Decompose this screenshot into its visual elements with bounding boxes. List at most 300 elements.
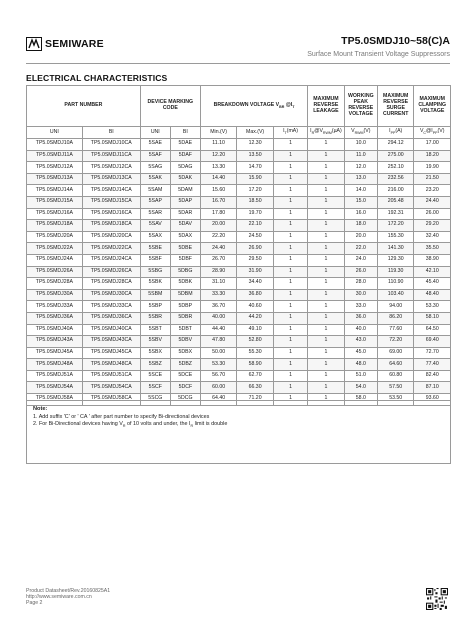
- cell-surge-current: 205.48: [377, 196, 413, 208]
- cell-part-uni: TP5.0SMDJ13A: [27, 173, 83, 185]
- table-row: [27, 324, 451, 336]
- cell-test-current: 1: [273, 162, 307, 174]
- table-row: [27, 231, 451, 243]
- cell-marking-uni: 5SCF: [140, 382, 170, 394]
- cell-marking-bi: 5DBK: [170, 278, 200, 290]
- header-device-marking: DEVICE MARKING CODE: [140, 86, 200, 127]
- cell-breakdown-min: 15.60: [200, 185, 236, 197]
- cell-leakage-current: 1: [308, 394, 344, 406]
- cell-leakage-current: 1: [308, 162, 344, 174]
- cell-breakdown-min: 14.40: [200, 173, 236, 185]
- cell-clamping-voltage: 87.10: [414, 382, 451, 394]
- cell-working-voltage: 15.0: [344, 196, 377, 208]
- page-header: [26, 36, 450, 66]
- cell-leakage-current: 1: [308, 312, 344, 324]
- cell-breakdown-min: 36.70: [200, 301, 236, 313]
- cell-marking-uni: 5SBM: [140, 289, 170, 301]
- cell-breakdown-min: 28.90: [200, 266, 236, 278]
- cell-surge-current: 53.50: [377, 394, 413, 406]
- cell-breakdown-min: 50.00: [200, 347, 236, 359]
- cell-marking-uni: 5SAV: [140, 220, 170, 232]
- cell-surge-current: 86.20: [377, 312, 413, 324]
- cell-test-current: 1: [273, 139, 307, 151]
- cell-part-uni: TP5.0SMDJ14A: [27, 185, 83, 197]
- cell-test-current: 1: [273, 254, 307, 266]
- cell-marking-uni: 5SAK: [140, 173, 170, 185]
- cell-marking-bi: 5DAK: [170, 173, 200, 185]
- cell-part-bi: TP5.0SMDJ40CA: [82, 324, 140, 336]
- cell-breakdown-max: 49.10: [237, 324, 273, 336]
- cell-part-uni: TP5.0SMDJ43A: [27, 336, 83, 348]
- cell-breakdown-min: 26.70: [200, 254, 236, 266]
- cell-leakage-current: 1: [308, 278, 344, 290]
- cell-surge-current: 129.30: [377, 254, 413, 266]
- cell-breakdown-min: 33.30: [200, 289, 236, 301]
- cell-breakdown-max: 29.50: [237, 254, 273, 266]
- cell-marking-uni: 5SAG: [140, 162, 170, 174]
- cell-breakdown-max: 62.70: [237, 370, 273, 382]
- brand-logo: [26, 36, 104, 52]
- cell-breakdown-max: 40.60: [237, 301, 273, 313]
- cell-marking-bi: 5DCG: [170, 394, 200, 406]
- cell-clamping-voltage: 24.40: [414, 196, 451, 208]
- cell-surge-current: 77.60: [377, 324, 413, 336]
- cell-marking-uni: 5SAF: [140, 150, 170, 162]
- qr-code-icon: [426, 588, 448, 610]
- cell-part-bi: TP5.0SMDJ26CA: [82, 266, 140, 278]
- cell-marking-uni: 5SBX: [140, 347, 170, 359]
- cell-test-current: 1: [273, 370, 307, 382]
- cell-test-current: 1: [273, 173, 307, 185]
- cell-breakdown-min: 16.70: [200, 196, 236, 208]
- cell-working-voltage: 26.0: [344, 266, 377, 278]
- cell-breakdown-max: 31.90: [237, 266, 273, 278]
- cell-clamping-voltage: 53.30: [414, 301, 451, 313]
- subheader-min-voltage: Min.(V): [200, 127, 236, 139]
- electrical-characteristics-table: [26, 85, 451, 406]
- cell-part-bi: TP5.0SMDJ43CA: [82, 336, 140, 348]
- cell-test-current: 1: [273, 289, 307, 301]
- cell-part-bi: TP5.0SMDJ11CA: [82, 150, 140, 162]
- cell-clamping-voltage: 72.70: [414, 347, 451, 359]
- cell-clamping-voltage: 77.40: [414, 359, 451, 371]
- cell-breakdown-min: 31.10: [200, 278, 236, 290]
- cell-breakdown-max: 26.90: [237, 243, 273, 255]
- table-row: [27, 139, 451, 151]
- cell-leakage-current: 1: [308, 243, 344, 255]
- cell-working-voltage: 11.0: [344, 150, 377, 162]
- cell-part-bi: TP5.0SMDJ18CA: [82, 220, 140, 232]
- header-max-reverse-surge-current: MAXIMUM REVERSE SURGE CURRENT: [377, 86, 413, 127]
- table-row: [27, 220, 451, 232]
- cell-marking-bi: 5DBP: [170, 301, 200, 313]
- cell-part-bi: TP5.0SMDJ14CA: [82, 185, 140, 197]
- cell-breakdown-min: 64.40: [200, 394, 236, 406]
- cell-part-uni: TP5.0SMDJ18A: [27, 220, 83, 232]
- cell-part-bi: TP5.0SMDJ45CA: [82, 347, 140, 359]
- table-row: [27, 336, 451, 348]
- cell-part-bi: TP5.0SMDJ28CA: [82, 278, 140, 290]
- cell-surge-current: 155.30: [377, 231, 413, 243]
- subheader-marking-bi: BI: [170, 127, 200, 139]
- cell-marking-uni: 5SBE: [140, 243, 170, 255]
- cell-clamping-voltage: 29.20: [414, 220, 451, 232]
- cell-leakage-current: 1: [308, 347, 344, 359]
- table-row: [27, 254, 451, 266]
- cell-breakdown-max: 22.10: [237, 220, 273, 232]
- cell-marking-bi: 5DAE: [170, 139, 200, 151]
- cell-clamping-voltage: 17.00: [414, 139, 451, 151]
- cell-clamping-voltage: 26.00: [414, 208, 451, 220]
- cell-clamping-voltage: 64.50: [414, 324, 451, 336]
- cell-working-voltage: 22.0: [344, 243, 377, 255]
- cell-breakdown-max: 44.20: [237, 312, 273, 324]
- section-title: ELECTRICAL CHARACTERISTICS: [26, 73, 168, 83]
- cell-working-voltage: 14.0: [344, 185, 377, 197]
- cell-working-voltage: 20.0: [344, 231, 377, 243]
- cell-breakdown-min: 44.40: [200, 324, 236, 336]
- table-row: [27, 289, 451, 301]
- cell-working-voltage: 58.0: [344, 394, 377, 406]
- cell-clamping-voltage: 35.50: [414, 243, 451, 255]
- cell-part-uni: TP5.0SMDJ54A: [27, 382, 83, 394]
- cell-working-voltage: 10.0: [344, 139, 377, 151]
- cell-breakdown-min: 47.80: [200, 336, 236, 348]
- subheader-working-voltage: $V_{RWM}(V)$: [344, 127, 377, 139]
- cell-surge-current: 60.80: [377, 370, 413, 382]
- cell-leakage-current: 1: [308, 370, 344, 382]
- cell-marking-uni: 5SBF: [140, 254, 170, 266]
- cell-leakage-current: 1: [308, 208, 344, 220]
- cell-marking-bi: 5DAP: [170, 196, 200, 208]
- cell-marking-bi: 5DAX: [170, 231, 200, 243]
- cell-breakdown-max: 71.20: [237, 394, 273, 406]
- cell-part-bi: TP5.0SMDJ54CA: [82, 382, 140, 394]
- table-row: [27, 301, 451, 313]
- cell-surge-current: 57.50: [377, 382, 413, 394]
- table-row: [27, 243, 451, 255]
- cell-leakage-current: 1: [308, 336, 344, 348]
- cell-surge-current: 252.10: [377, 162, 413, 174]
- cell-leakage-current: 1: [308, 139, 344, 151]
- table-row: [27, 312, 451, 324]
- cell-part-uni: TP5.0SMDJ51A: [27, 370, 83, 382]
- cell-leakage-current: 1: [308, 173, 344, 185]
- cell-part-uni: TP5.0SMDJ12A: [27, 162, 83, 174]
- cell-clamping-voltage: 21.50: [414, 173, 451, 185]
- cell-working-voltage: 12.0: [344, 162, 377, 174]
- header-divider: [26, 63, 450, 64]
- cell-part-bi: TP5.0SMDJ51CA: [82, 370, 140, 382]
- cell-surge-current: 119.30: [377, 266, 413, 278]
- cell-breakdown-min: 17.80: [200, 208, 236, 220]
- cell-leakage-current: 1: [308, 185, 344, 197]
- cell-marking-uni: 5SBT: [140, 324, 170, 336]
- notes-box: [26, 400, 451, 464]
- cell-surge-current: 72.20: [377, 336, 413, 348]
- subheader-uni: UNI: [27, 127, 83, 139]
- cell-clamping-voltage: 82.40: [414, 370, 451, 382]
- cell-part-bi: TP5.0SMDJ33CA: [82, 301, 140, 313]
- cell-test-current: 1: [273, 347, 307, 359]
- cell-marking-uni: 5SBV: [140, 336, 170, 348]
- cell-part-bi: TP5.0SMDJ24CA: [82, 254, 140, 266]
- cell-part-bi: TP5.0SMDJ13CA: [82, 173, 140, 185]
- cell-part-uni: TP5.0SMDJ26A: [27, 266, 83, 278]
- cell-surge-current: 103.40: [377, 289, 413, 301]
- cell-breakdown-max: 14.70: [237, 162, 273, 174]
- cell-test-current: 1: [273, 220, 307, 232]
- cell-working-voltage: 40.0: [344, 324, 377, 336]
- cell-marking-bi: 5DAV: [170, 220, 200, 232]
- cell-test-current: 1: [273, 336, 307, 348]
- cell-leakage-current: 1: [308, 359, 344, 371]
- cell-breakdown-max: 66.30: [237, 382, 273, 394]
- cell-clamping-voltage: 48.40: [414, 289, 451, 301]
- cell-marking-bi: 5DBM: [170, 289, 200, 301]
- header-breakdown-voltage: BREAKDOWN VOLTAGE $V_{BR}$ $@I_T$: [200, 86, 307, 127]
- header-max-reverse-leakage: MAXIMUM REVERSE LEAKAGE: [308, 86, 344, 127]
- cell-part-uni: TP5.0SMDJ40A: [27, 324, 83, 336]
- cell-clamping-voltage: 58.10: [414, 312, 451, 324]
- cell-test-current: 1: [273, 324, 307, 336]
- cell-breakdown-max: 17.20: [237, 185, 273, 197]
- cell-clamping-voltage: 19.90: [414, 162, 451, 174]
- cell-breakdown-min: 13.30: [200, 162, 236, 174]
- cell-working-voltage: 30.0: [344, 289, 377, 301]
- table-body: [27, 139, 451, 406]
- cell-working-voltage: 45.0: [344, 347, 377, 359]
- cell-marking-uni: 5SAX: [140, 231, 170, 243]
- cell-clamping-voltage: 45.40: [414, 278, 451, 290]
- cell-part-uni: TP5.0SMDJ15A: [27, 196, 83, 208]
- table-row: [27, 382, 451, 394]
- cell-part-bi: TP5.0SMDJ20CA: [82, 231, 140, 243]
- header-max-clamping-voltage: MAXIMUM CLAMPING VOLTAGE: [414, 86, 451, 127]
- cell-breakdown-min: 24.40: [200, 243, 236, 255]
- subheader-test-current: $I_T(mA)$: [273, 127, 307, 139]
- cell-part-uni: TP5.0SMDJ11A: [27, 150, 83, 162]
- cell-part-uni: TP5.0SMDJ22A: [27, 243, 83, 255]
- cell-clamping-voltage: 38.90: [414, 254, 451, 266]
- cell-leakage-current: 1: [308, 150, 344, 162]
- cell-leakage-current: 1: [308, 220, 344, 232]
- cell-breakdown-max: 13.50: [237, 150, 273, 162]
- header-part-number: PART NUMBER: [27, 86, 141, 127]
- cell-breakdown-max: 36.80: [237, 289, 273, 301]
- cell-surge-current: 94.00: [377, 301, 413, 313]
- table-row: [27, 196, 451, 208]
- cell-part-bi: TP5.0SMDJ36CA: [82, 312, 140, 324]
- brand-name: SEMIWARE: [45, 38, 104, 50]
- cell-breakdown-min: 11.10: [200, 139, 236, 151]
- table-row: [27, 150, 451, 162]
- subheader-leakage-current: $I_R@V_{RWM}(\mu A)$: [308, 127, 344, 139]
- cell-surge-current: 64.60: [377, 359, 413, 371]
- document-title: TP5.0SMDJ10~58(C)A: [341, 35, 450, 47]
- cell-marking-uni: 5SBP: [140, 301, 170, 313]
- cell-marking-bi: 5DBE: [170, 243, 200, 255]
- subheader-bi: BI: [82, 127, 140, 139]
- cell-part-uni: TP5.0SMDJ10A: [27, 139, 83, 151]
- cell-part-uni: TP5.0SMDJ58A: [27, 394, 83, 406]
- cell-clamping-voltage: 93.60: [414, 394, 451, 406]
- cell-clamping-voltage: 42.10: [414, 266, 451, 278]
- cell-test-current: 1: [273, 359, 307, 371]
- cell-breakdown-max: 34.40: [237, 278, 273, 290]
- cell-test-current: 1: [273, 150, 307, 162]
- note-line-2: 2. For Bi-Directional devices having $V_R$ of 10 volts and under, the $I_R$ limit is double: [33, 421, 228, 429]
- cell-marking-uni: 5SAE: [140, 139, 170, 151]
- cell-breakdown-max: 55.30: [237, 347, 273, 359]
- cell-part-uni: TP5.0SMDJ48A: [27, 359, 83, 371]
- cell-marking-bi: 5DAR: [170, 208, 200, 220]
- cell-part-bi: TP5.0SMDJ12CA: [82, 162, 140, 174]
- footer-revision: Product Datasheet/Rev.20160825A1: [26, 588, 111, 594]
- cell-leakage-current: 1: [308, 324, 344, 336]
- cell-surge-current: 232.56: [377, 173, 413, 185]
- cell-marking-bi: 5DCE: [170, 370, 200, 382]
- cell-marking-bi: 5DAG: [170, 162, 200, 174]
- cell-test-current: 1: [273, 278, 307, 290]
- cell-test-current: 1: [273, 243, 307, 255]
- cell-breakdown-min: 22.20: [200, 231, 236, 243]
- table-row: [27, 208, 451, 220]
- cell-breakdown-max: 18.50: [237, 196, 273, 208]
- cell-marking-uni: 5SCG: [140, 394, 170, 406]
- cell-clamping-voltage: 23.20: [414, 185, 451, 197]
- cell-marking-bi: 5DBR: [170, 312, 200, 324]
- cell-test-current: 1: [273, 196, 307, 208]
- cell-breakdown-max: 52.80: [237, 336, 273, 348]
- cell-working-voltage: 36.0: [344, 312, 377, 324]
- header-working-peak-reverse-voltage: WORKING PEAK REVERSE VOLTAGE: [344, 86, 377, 127]
- cell-part-uni: TP5.0SMDJ24A: [27, 254, 83, 266]
- cell-marking-bi: 5DBV: [170, 336, 200, 348]
- cell-marking-bi: 5DBZ: [170, 359, 200, 371]
- cell-part-bi: TP5.0SMDJ30CA: [82, 289, 140, 301]
- cell-breakdown-max: 58.90: [237, 359, 273, 371]
- footer-url[interactable]: http://www.semiware.com.cn: [26, 594, 92, 600]
- table-row: [27, 185, 451, 197]
- table-row: [27, 266, 451, 278]
- cell-surge-current: 69.00: [377, 347, 413, 359]
- cell-working-voltage: 54.0: [344, 382, 377, 394]
- cell-leakage-current: 1: [308, 301, 344, 313]
- cell-test-current: 1: [273, 208, 307, 220]
- table-row: [27, 278, 451, 290]
- cell-marking-uni: 5SAR: [140, 208, 170, 220]
- cell-marking-uni: 5SAP: [140, 196, 170, 208]
- cell-breakdown-min: 12.20: [200, 150, 236, 162]
- cell-clamping-voltage: 32.40: [414, 231, 451, 243]
- cell-marking-bi: 5DAF: [170, 150, 200, 162]
- cell-part-bi: TP5.0SMDJ48CA: [82, 359, 140, 371]
- cell-breakdown-max: 24.50: [237, 231, 273, 243]
- cell-part-bi: TP5.0SMDJ22CA: [82, 243, 140, 255]
- cell-working-voltage: 28.0: [344, 278, 377, 290]
- cell-leakage-current: 1: [308, 231, 344, 243]
- subheader-surge-current: $I_{PP}(A)$: [377, 127, 413, 139]
- cell-breakdown-min: 60.00: [200, 382, 236, 394]
- cell-leakage-current: 1: [308, 289, 344, 301]
- cell-marking-uni: 5SBK: [140, 278, 170, 290]
- cell-working-voltage: 24.0: [344, 254, 377, 266]
- cell-marking-uni: 5SBR: [140, 312, 170, 324]
- cell-surge-current: 275.00: [377, 150, 413, 162]
- cell-leakage-current: 1: [308, 196, 344, 208]
- cell-test-current: 1: [273, 231, 307, 243]
- cell-breakdown-max: 12.30: [237, 139, 273, 151]
- cell-working-voltage: 16.0: [344, 208, 377, 220]
- table-row: [27, 347, 451, 359]
- cell-part-uni: TP5.0SMDJ45A: [27, 347, 83, 359]
- cell-breakdown-min: 53.30: [200, 359, 236, 371]
- cell-breakdown-max: 19.70: [237, 208, 273, 220]
- cell-surge-current: 110.90: [377, 278, 413, 290]
- page-footer: [26, 588, 110, 606]
- cell-test-current: 1: [273, 185, 307, 197]
- cell-clamping-voltage: 69.40: [414, 336, 451, 348]
- cell-working-voltage: 51.0: [344, 370, 377, 382]
- cell-surge-current: 172.20: [377, 220, 413, 232]
- semiware-logo-icon: [26, 37, 42, 51]
- cell-test-current: 1: [273, 266, 307, 278]
- cell-part-uni: TP5.0SMDJ36A: [27, 312, 83, 324]
- table-row: [27, 162, 451, 174]
- cell-breakdown-min: 56.70: [200, 370, 236, 382]
- cell-marking-bi: 5DCF: [170, 382, 200, 394]
- cell-working-voltage: 48.0: [344, 359, 377, 371]
- cell-test-current: 1: [273, 312, 307, 324]
- cell-leakage-current: 1: [308, 254, 344, 266]
- cell-marking-bi: 5DAM: [170, 185, 200, 197]
- cell-part-uni: TP5.0SMDJ33A: [27, 301, 83, 313]
- cell-part-bi: TP5.0SMDJ15CA: [82, 196, 140, 208]
- subheader-clamping-voltage: $V_C@I_{PP}(V)$: [414, 127, 451, 139]
- cell-test-current: 1: [273, 301, 307, 313]
- table-row: [27, 370, 451, 382]
- cell-marking-uni: 5SBG: [140, 266, 170, 278]
- subheader-max-voltage: Max.(V): [237, 127, 273, 139]
- document-subtitle: Surface Mount Transient Voltage Suppressors: [307, 51, 450, 58]
- cell-working-voltage: 43.0: [344, 336, 377, 348]
- cell-marking-bi: 5DBG: [170, 266, 200, 278]
- cell-working-voltage: 18.0: [344, 220, 377, 232]
- cell-marking-uni: 5SBZ: [140, 359, 170, 371]
- cell-part-bi: TP5.0SMDJ10CA: [82, 139, 140, 151]
- cell-surge-current: 216.00: [377, 185, 413, 197]
- cell-part-bi: TP5.0SMDJ16CA: [82, 208, 140, 220]
- cell-part-uni: TP5.0SMDJ20A: [27, 231, 83, 243]
- cell-surge-current: 141.30: [377, 243, 413, 255]
- cell-test-current: 1: [273, 382, 307, 394]
- cell-working-voltage: 13.0: [344, 173, 377, 185]
- cell-breakdown-min: 20.00: [200, 220, 236, 232]
- table-row: [27, 173, 451, 185]
- cell-surge-current: 192.31: [377, 208, 413, 220]
- note-line-1: 1. Add suffix 'C' or ' CA ' after part number to specify Bi-directional devices: [33, 414, 210, 420]
- cell-leakage-current: 1: [308, 382, 344, 394]
- cell-working-voltage: 33.0: [344, 301, 377, 313]
- table-row: [27, 359, 451, 371]
- cell-part-uni: TP5.0SMDJ28A: [27, 278, 83, 290]
- cell-marking-uni: 5SAM: [140, 185, 170, 197]
- cell-leakage-current: 1: [308, 266, 344, 278]
- cell-clamping-voltage: 18.20: [414, 150, 451, 162]
- cell-part-bi: TP5.0SMDJ58CA: [82, 394, 140, 406]
- cell-marking-bi: 5DBT: [170, 324, 200, 336]
